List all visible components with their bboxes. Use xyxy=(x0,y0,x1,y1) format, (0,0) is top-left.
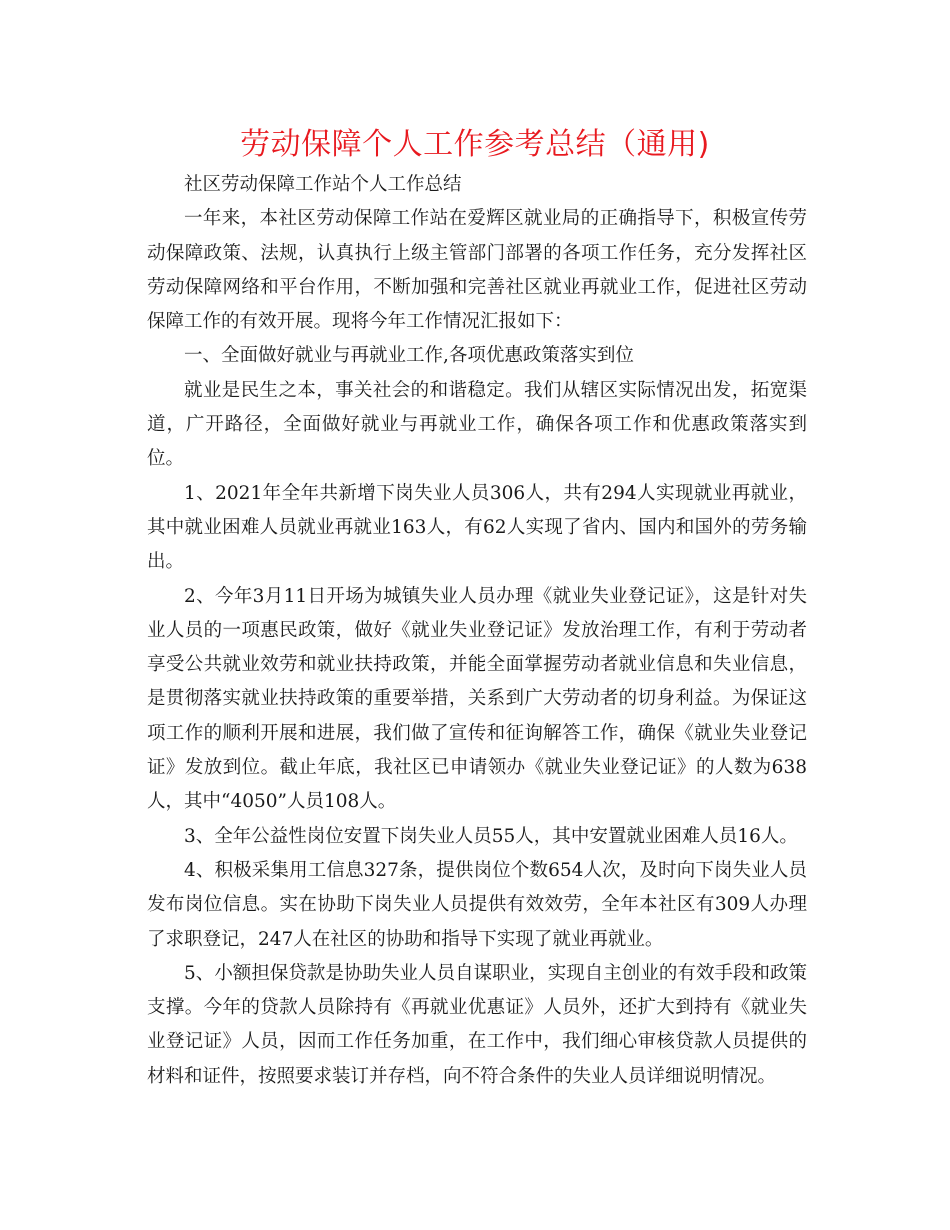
document-body xyxy=(147,168,807,1094)
paragraph-intro: 一年来，本社区劳动保障工作站在爱辉区就业局的正确指导下，积极宣传劳动保障政策、法规，认真执行上级主管部门部署的各项工作任务，充分发挥社区劳动保障网络和平台作用，不断加强和完善社区就业再就业工作，促进社区劳动保障工作的有效开展。现将今年工作情况汇报如下： xyxy=(147,208,807,333)
section-heading: 一、全面做好就业与再就业工作,各项优惠政策落实到位 xyxy=(184,345,634,367)
paragraph-section-intro: 就业是民生之本，事关社会的和谐稳定。我们从辖区实际情况出发，拓宽渠道，广开路径，全面做好就业与再就业工作，确保各项工作和优惠政策落实到位。 xyxy=(147,379,807,470)
paragraph-subtitle: 社区劳动保障工作站个人工作总结 xyxy=(184,174,462,195)
paragraph-item-4: 4、积极采集用工信息327条，提供岗位个数654人次，及时向下岗失业人员发布岗位信息。实在协助下岗失业人员提供有效效劳，全年本社区有309人办理了求职登记，247人在社区的协助和指导下实现了就业再就业。 xyxy=(147,859,807,950)
paragraph-item-5: 5、小额担保贷款是协助失业人员自谋职业，实现自主创业的有效手段和政策支撑。今年的贷款人员除持有《再就业优惠证》人员外，还扩大到持有《就业失业登记证》人员，因而工作任务加重，在工作中，我们细心审核贷款人员提供的材料和证件，按照要求装订并存档，向不符合条件的失业人员详细说明情况。 xyxy=(147,962,807,1087)
document-title: 劳动保障个人工作参考总结（通用) xyxy=(240,127,710,162)
paragraph-item-2: 2、今年3月11日开场为城镇失业人员办理《就业失业登记证》，这是针对失业人员的一项惠民政策，做好《就业失业登记证》发放治理工作，有利于劳动者享受公共就业效劳和就业扶持政策，并能全面掌握劳动者就业信息和失业信息，是贯彻落实就业扶持政策的重要举措，关系到广大劳动者的切身利益。为保证这项工作的顺利开展和进展，我们做了宣传和征询解答工作，确保《就业失业登记证》发放到位。截止年底，我社区已申请领办《就业失业登记证》的人数为638人，其中“4050”人员108人。 xyxy=(147,585,807,813)
paragraph-item-1: 1、2021年全年共新增下岗失业人员306人，共有294人实现就业再就业，其中就业困难人员就业再就业163人，有62人实现了省内、国内和国外的劳务输出。 xyxy=(147,482,807,573)
paragraph-item-3: 3、全年公益性岗位安置下岗失业人员55人，其中安置就业困难人员16人。 xyxy=(184,825,798,847)
